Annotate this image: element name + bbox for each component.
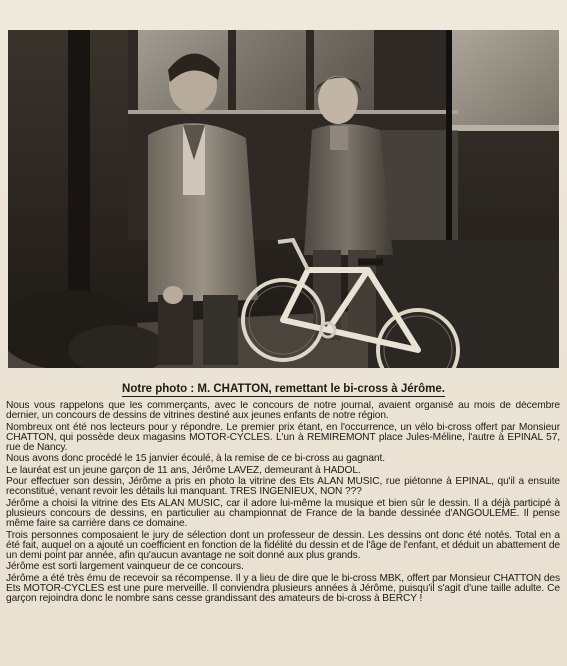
article-body [6,401,560,663]
article-paragraph: Nous avons donc procédé le 15 janvier écoulé, à la remise de ce bi-cross au gagnant. [6,453,385,465]
news-photo [8,30,559,368]
photo-caption [0,382,567,396]
photo-illustration [8,30,559,368]
caption-rest: remettant le bi-cross à Jérôme. [271,383,445,395]
article-paragraph: Nous vous rappelons que les commerçants, avec le concours de notre journal, avaient organisé au mois de décembre dernier, un concours de dessins de vitrines destiné aux jeunes enfants de notre région. [6,401,560,422]
article-paragraph: Jérôme a été très ému de recevoir sa récompense. Il y a lieu de dire que le bi-cross MBK, offert par Monsieur CHATTON des Ets MOTOR-CYCLES est une pure merveille. Il conviendra plusieurs années à Jérôme, puisqu'il s'agit d'une taille adulte. Ce garçon rejoindra donc le nombre sans cesse grandissant des amateurs de bi-cross à BERCY ! [6,572,560,605]
article-paragraph: Pour effectuer son dessin, Jérôme a pris en photo la vitrine des Ets ALAN MUSIC, rue piétonne à EPINAL, qu'il a ensuite reconstitué, venant revoir les détails lui manquant. TRES INGENIEUX, NON ??? [6,476,560,498]
article-paragraph: Nombreux ont été nos lecteurs pour y répondre. Le premier prix étant, en l'occurrence, un vélo bi-cross offert par Monsieur CHATTON, qui possède deux magasins MOTOR-CYCLES. L'un à REMIREMONT place Jules-Méline, l'autre à EPINAL 57, rue de Nancy. [6,421,560,454]
caption-underline [122,383,445,397]
article-paragraph: Jérôme est sorti largement vainqueur de ce concours. [6,561,244,573]
article-paragraph: Trois personnes composaient le jury de sélection dont un professeur de dessin. Les dessins ont donc été notés. Total en a été fait, auquel on a ajouté un coefficient en fonction de la fidélité du dessin et de l'âge de l'enfant, et déduit un abattement de un demi point par année, afin qu'aucun avantage ne soit donné aux plus grands. [6,529,560,562]
article-paragraph: Jérôme a choisi la vitrine des Ets ALAN MUSIC, car il adore lui-même la musique et bien sûr le dessin. Il a déjà participé à plusieurs concours de dessins, en particulier au championnat de France de la bande dessinée d'ANGOULEME. Il pense même faire sa carrière dans ce domaine. [6,497,560,530]
article-paragraph: Le lauréat est un jeune garçon de 11 ans, Jérôme LAVEZ, demeurant à HADOL. [6,464,361,476]
caption-prefix: Notre photo : M. CHATTON, [122,383,272,395]
